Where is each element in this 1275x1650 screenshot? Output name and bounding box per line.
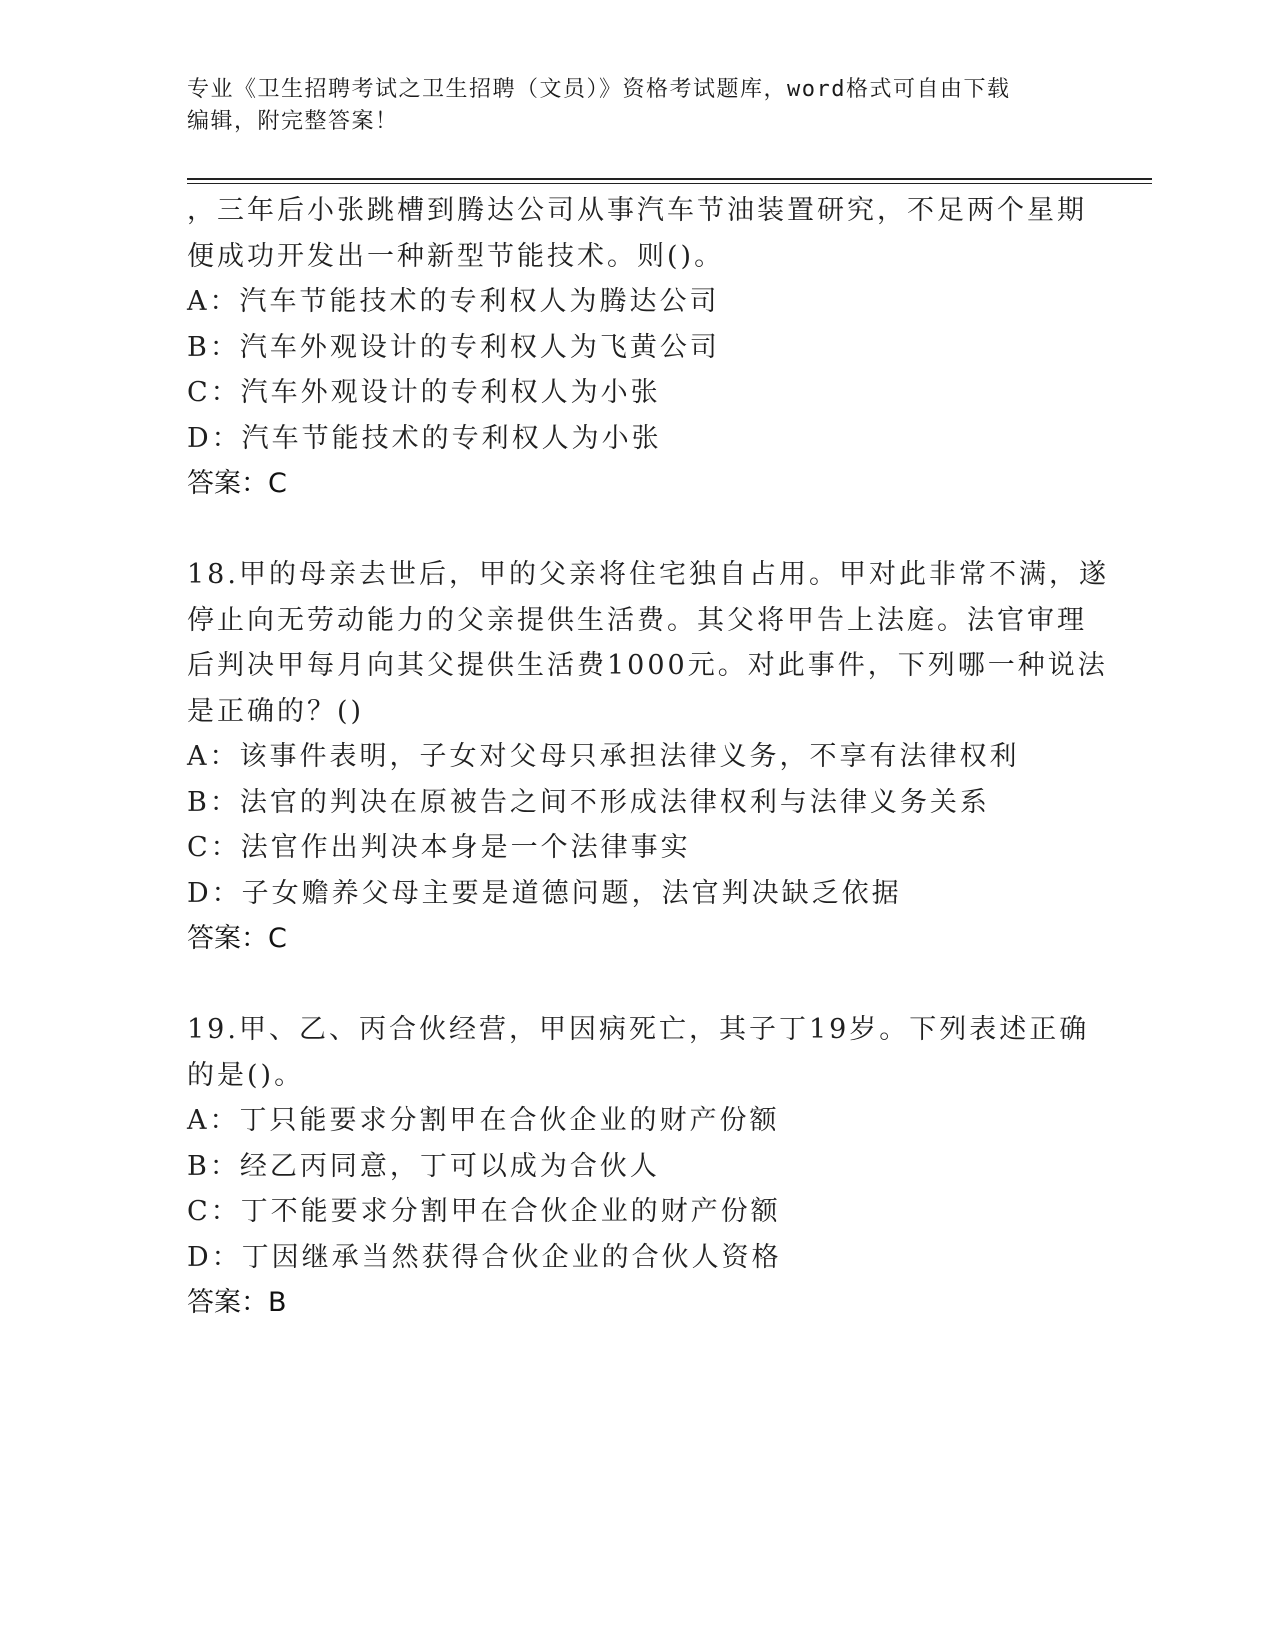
question-17 (187, 188, 1087, 507)
question-18 (187, 552, 1109, 962)
option-a: A：该事件表明，子女对父母只承担法律义务，不享有法律权利 (187, 741, 1020, 772)
option-d: D：丁因继承当然获得合伙企业的合伙人资格 (187, 1241, 782, 1273)
option-b: B：汽车外观设计的专利权人为飞黄公司 (187, 331, 720, 363)
header-line-1: 专业《卫生招聘考试之卫生招聘（文员）》资格考试题库，word格式可自由下载 (187, 77, 1011, 102)
question-stem-line: 停止向无劳动能力的父亲提供生活费。其父将甲告上法庭。法官审理 (187, 604, 1087, 636)
question-19 (187, 1007, 1090, 1326)
question-stem-line: 是正确的？() (187, 695, 365, 727)
option-b: B：经乙丙同意，丁可以成为合伙人 (187, 1150, 660, 1182)
question-stem-line: 19.甲、乙、丙合伙经营，甲因病死亡，其子丁19岁。下列表述正确 (187, 1014, 1090, 1045)
option-a: A：丁只能要求分割甲在合伙企业的财产份额 (187, 1105, 780, 1136)
option-c: C：法官作出判决本身是一个法律事实 (187, 832, 691, 863)
question-spacer (187, 962, 1087, 1008)
answer-line: 答案：C (187, 468, 287, 499)
header-divider-thin (187, 183, 1152, 184)
document-header (187, 74, 1067, 138)
header-divider-thick (187, 178, 1152, 180)
answer-line: 答案：C (187, 923, 287, 954)
option-c: C：汽车外观设计的专利权人为小张 (187, 377, 661, 408)
header-line-2: 编辑，附完整答案！ (187, 109, 399, 134)
answer-line: 答案：B (187, 1287, 287, 1318)
question-spacer (187, 507, 1087, 553)
question-stem-line: ，三年后小张跳槽到腾达公司从事汽车节油装置研究，不足两个星期 (187, 195, 1087, 226)
document-body (187, 188, 1109, 1326)
option-c: C：丁不能要求分割甲在合伙企业的财产份额 (187, 1196, 781, 1227)
question-stem-line: 便成功开发出一种新型节能技术。则()。 (187, 240, 725, 272)
question-stem-line: 18.甲的母亲去世后，甲的父亲将住宅独自占用。甲对此非常不满，遂 (187, 559, 1109, 590)
question-stem-line: 的是()。 (187, 1059, 305, 1091)
option-d: D：子女赡养父母主要是道德问题，法官判决缺乏依据 (187, 877, 902, 909)
option-b: B：法官的判决在原被告之间不形成法律权利与法律义务关系 (187, 786, 990, 818)
question-stem-line: 后判决甲每月向其父提供生活费1000元。对此事件，下列哪一种说法 (187, 650, 1108, 681)
option-d: D：汽车节能技术的专利权人为小张 (187, 422, 662, 454)
option-a: A：汽车节能技术的专利权人为腾达公司 (187, 286, 720, 317)
